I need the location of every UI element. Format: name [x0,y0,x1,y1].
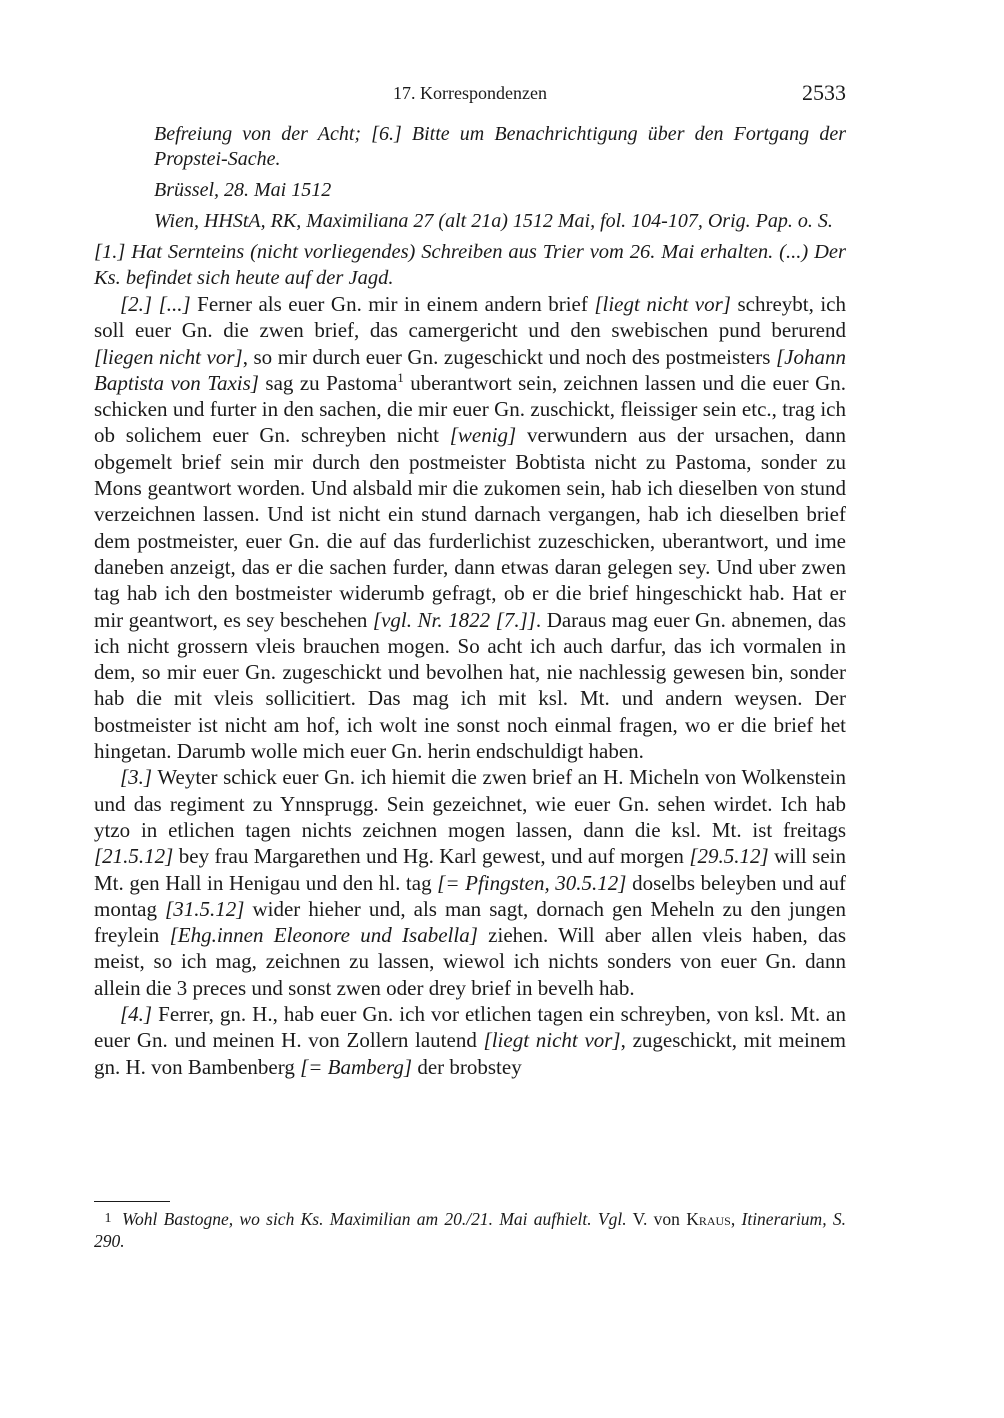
text-run: Weyter schick euer Gn. ich hiemit die zwen brief an H. Micheln von Wolkenstein und das regiment zu Ynnsprugg. Sein gezeichnet, wie euer Gn. sehen wirdet. Ich hab ytzo in etlichen tagen nichts zeichnen mogen lassen, dann die ksl. Mt. ist freitags [94,765,846,842]
text-run: , so mir durch euer Gn. zugeschickt und noch des postmeisters [242,344,776,369]
place-date: Brüssel, 28. Mai 1512 [154,179,332,201]
editorial-note: [21.5.12] [94,844,174,869]
footnote-author: V. von [626,1209,687,1229]
text-run: sag zu Pastoma [258,370,398,395]
page-number: 2533 [802,80,846,105]
paragraph-label: [3.] [120,765,153,790]
editorial-note: [liegt nicht vor] [594,292,731,316]
paragraph-label: [2.] [...] [120,292,191,316]
page-header [94,80,846,110]
footnote-separator: , [730,1209,736,1229]
editorial-note: [29.5.12] [689,844,769,869]
running-title: 17. Korrespondenzen [393,83,547,103]
editorial-note: [= Pfingsten, 30.5.12] [437,870,627,895]
regest-title: Befreiung von der Acht; [6.] Bitte um Benachrichtigung über den Fortgang der Propstei-Sache. [154,123,846,170]
main-text [94,122,846,1080]
text-run: Ferner als euer Gn. mir in einem andern brief [190,292,595,316]
text-run: Ferrer, gn. H., hab euer Gn. ich vor etlichen tagen ein schreyben, von ksl. Mt. an euer Gn. und meinen H. von Zollern lautend [94,1002,846,1053]
text-run: ziehen. Will aber allen vleis haben, das meist, so ich mag, zeichnen zu lassen, wiewol ich nichts sonders von euer Gn. dann allein die 3 preces und sonst zwen oder drey brief in bevelh hab. [94,923,846,1000]
paragraph-label: [4.] [120,1002,153,1027]
text-run: wider hieher und, als man sagt, dornach gen Meheln zu den jungen freylein [94,896,846,948]
footnote-title: Itinerarium, S. 290. [94,1209,846,1251]
footnote-author-surname: Kraus [686,1209,731,1229]
text-run: der brobstey [412,1054,522,1079]
footnote [94,1208,846,1252]
paragraph-2 [94,291,846,764]
footnote-divider [94,1201,170,1202]
paragraph-4 [94,1001,846,1080]
editorial-note: [vgl. Nr. 1822 [7.]] [372,607,536,632]
footnote-ref[interactable]: 1 [397,369,404,385]
editorial-note: [liegen nicht vor] [94,344,243,369]
footnote-number: 1 [104,1211,112,1226]
editorial-note: [wenig] [449,423,517,448]
text-run: schreybt, ich soll euer Gn. die zwen brief, das camergericht und den swebischen pund berurend [94,292,847,343]
text-run: . Daraus mag euer Gn. abnemen, das ich nicht grossern vleis brauchen mogen. So acht ich auch darfur, das ich vormalen in dem, so mir euer Gn. zugeschickt und bevolhen hat, nie nachlessig gewesen bin, sonder hab die mit vleis sollicitiert. Das mag ich mit ksl. Mt. und andern weysen. Der bostmeister ist nicht am hof, ich wolt ine sonst noch einmal fragen, wo er die brief het hingetan. Darumb wolle mich euer Gn. herin endschuldigt haben. [94,607,846,764]
paragraph-3 [94,764,846,1001]
editorial-note: [Johann Baptista von Taxis] [94,344,846,395]
editorial-note: [= Bamberg] [300,1054,413,1079]
editorial-note: [31.5.12] [165,896,245,921]
editorial-note: [Ehg.innen Eleonore und Isabella] [169,923,478,948]
footnote-text: Wohl Bastogne, wo sich Ks. Maximilian am 20./21. Mai aufhielt. Vgl. [122,1209,627,1229]
text-run: bey frau Margarethen und Hg. Karl gewest, und auf morgen [173,844,690,869]
text-run: , zugeschickt, mit meinem gn. H. von Bambenberg [94,1028,846,1079]
editorial-note: [liegt nicht vor] [483,1028,621,1053]
text-run: will sein Mt. gen Hall in Henigau und den hl. tag [94,844,846,895]
text-run: verwundern aus der ursachen, dann obgemelt brief sein mir durch den postmeister Bobtista nicht zu Pastoma, sonder zu Mons geantwort worden. Und alsbald mir die zukomen sein, hab ich dieselben von stund verzeichnen lassen. Und ist nicht ein stund darnach vergangen, hab ich dieselben brief dem postmeister, euer Gn. die auf das furderlichist zuzeschicken, uberantwort, und ime daneben anzeigt, das er die sachen furder, dann etwas daran gelegen sey. Und uber zwen tag hab ich den bostmeister widerumb gefragt, ob er die brief hingeschickt hab. Hat er mir geantwort, es sey beschehen [94,423,846,632]
source-line: Wien, HHStA, RK, Maximiliana 27 (alt 21a) 1512 Mai, fol. 104-107, Orig. Pap. o. S. [154,210,833,232]
text-run: doselbs beleyben und auf montag [94,870,846,921]
text-run: uberantwort sein, zeichnen lassen und die euer Gn. schicken und furter in den sachen, die mir euer Gn. zuschickt, fleissiger sein etc., trag ich ob solichem euer Gn. schreyben nicht [94,370,847,448]
summary-paragraph: [1.] Hat Sernteins (nicht vorliegendes) Schreiben aus Trier vom 26. Mai erhalten. (...) Der Ks. befindet sich heute auf der Jagd. [94,241,846,289]
